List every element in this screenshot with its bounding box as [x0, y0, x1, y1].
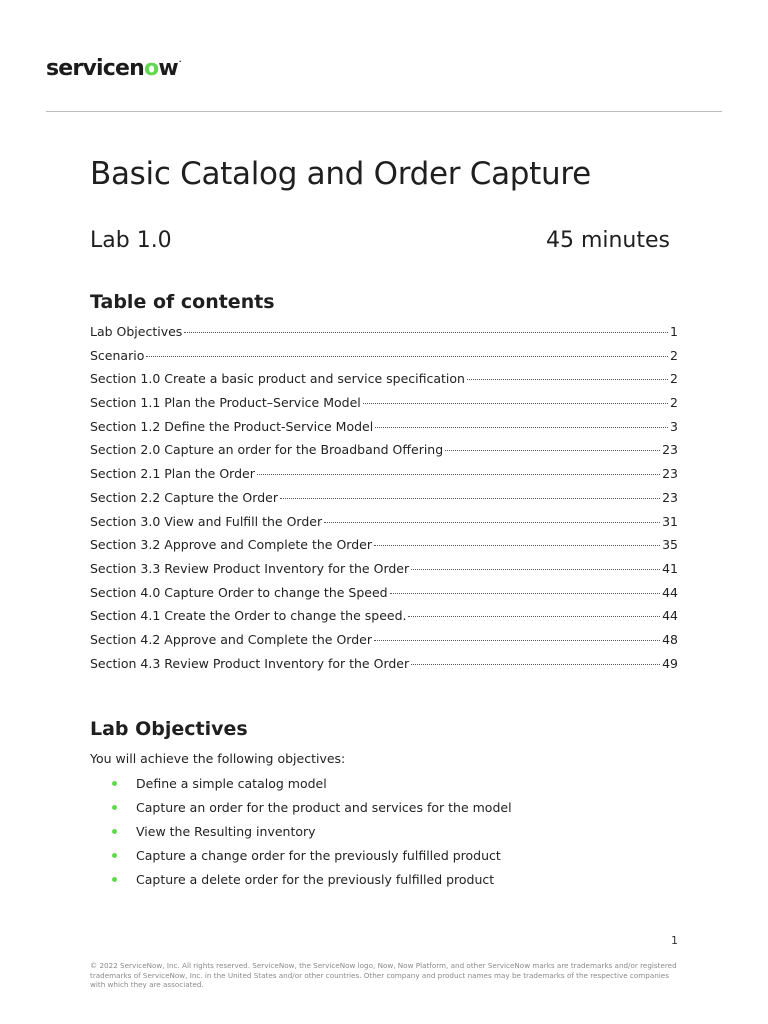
toc-entry-label: Section 2.1 Plan the Order — [90, 466, 255, 482]
toc-entry-page: 49 — [662, 655, 678, 671]
page-number: 1 — [671, 934, 678, 947]
lab-duration: 45 minutes — [545, 228, 670, 253]
logo-text-end: w — [158, 56, 178, 81]
toc-dot-leader — [375, 427, 668, 428]
document-title: Basic Catalog and Order Capture — [90, 156, 591, 192]
copyright-footer: © 2022 ServiceNow, Inc. All rights reserved. ServiceNow, the ServiceNow logo, Now, Now Platform, and other ServiceNow marks are trademarks and/or registered trademarks of ServiceNow, Inc. in the United States and/or other countries. Other company and product names may be trademarks of the respective companies with which they are associated. — [90, 961, 677, 989]
toc-dot-leader — [184, 332, 668, 333]
toc-dot-leader — [467, 379, 668, 380]
objectives-list — [112, 771, 512, 891]
bullet-icon — [112, 829, 117, 834]
toc-entry-page: 23 — [662, 442, 678, 458]
toc-entry[interactable] — [90, 537, 678, 561]
toc-entry[interactable] — [90, 324, 678, 348]
objective-text: View the Resulting inventory — [136, 823, 316, 839]
toc-entry[interactable] — [90, 585, 678, 609]
toc-entry-label: Section 4.3 Review Product Inventory for the Order — [90, 655, 410, 671]
objectives-heading: Lab Objectives — [90, 718, 248, 740]
toc-entry[interactable] — [90, 656, 678, 680]
toc-entry-label: Scenario — [90, 347, 145, 363]
header-divider — [46, 111, 722, 112]
toc-dot-leader — [411, 569, 660, 570]
objectives-intro: You will achieve the following objectives: — [90, 751, 346, 766]
toc-entry-page: 2 — [670, 395, 678, 411]
toc-entry-label: Section 4.1 Create the Order to change the speed. — [90, 608, 407, 624]
toc-entry-page: 2 — [670, 371, 678, 387]
lab-info-row — [90, 228, 670, 253]
objective-item — [112, 867, 512, 891]
toc-entry-label: Section 3.3 Review Product Inventory for the Order — [90, 560, 410, 576]
bullet-icon — [112, 853, 117, 858]
toc-dot-leader — [146, 356, 668, 357]
toc-dot-leader — [408, 616, 660, 617]
objective-item — [112, 771, 512, 795]
toc-entry[interactable] — [90, 608, 678, 632]
bullet-icon — [112, 805, 117, 810]
toc-entry-page: 48 — [662, 631, 678, 647]
toc-entry-page: 1 — [670, 324, 678, 339]
toc-dot-leader — [445, 450, 660, 451]
toc-dot-leader — [390, 593, 660, 594]
toc-entry-label: Section 1.2 Define the Product-Service Model — [90, 418, 374, 434]
objective-text: Define a simple catalog model — [136, 775, 327, 791]
toc-entry[interactable] — [90, 371, 678, 395]
toc-dot-leader — [257, 474, 660, 475]
toc-entry-page: 23 — [662, 466, 678, 482]
toc-entry-page: 35 — [662, 537, 678, 553]
objective-item — [112, 819, 512, 843]
toc-entry-label: Section 4.0 Capture Order to change the Speed — [90, 584, 388, 600]
objective-item — [112, 795, 512, 819]
servicenow-logo — [46, 56, 181, 81]
toc-entry[interactable] — [90, 561, 678, 585]
toc-entry-page: 31 — [662, 513, 678, 529]
toc-entry-label: Section 3.0 View and Fulfill the Order — [90, 513, 323, 529]
toc-entry-label: Section 4.2 Approve and Complete the Order — [90, 631, 372, 647]
toc-entry[interactable] — [90, 514, 678, 538]
toc-entry[interactable] — [90, 466, 678, 490]
toc-entry-label: Section 1.0 Create a basic product and service specification — [90, 371, 465, 387]
toc-dot-leader — [324, 522, 660, 523]
toc-entry-page: 44 — [662, 584, 678, 600]
toc-dot-leader — [363, 403, 668, 404]
toc-entry-page: 3 — [670, 418, 678, 434]
bullet-icon — [112, 877, 117, 882]
lab-name: Lab 1.0 — [90, 228, 172, 253]
toc-entry-label: Lab Objectives — [90, 324, 183, 339]
toc-entry[interactable] — [90, 490, 678, 514]
logo-o-mark: o — [143, 56, 159, 81]
toc-entry[interactable] — [90, 632, 678, 656]
table-of-contents — [90, 324, 678, 679]
toc-entry-label: Section 1.1 Plan the Product–Service Model — [90, 395, 361, 411]
toc-dot-leader — [411, 664, 660, 665]
objective-text: Capture a delete order for the previously fulfilled product — [136, 871, 495, 887]
toc-entry-label: Section 3.2 Approve and Complete the Order — [90, 537, 372, 553]
toc-entry-page: 41 — [662, 560, 678, 576]
toc-entry-label: Section 2.0 Capture an order for the Broadband Offering — [90, 442, 444, 458]
toc-entry[interactable] — [90, 419, 678, 443]
toc-dot-leader — [374, 545, 660, 546]
objective-text: Capture a change order for the previously fulfilled product — [136, 847, 501, 863]
toc-entry[interactable] — [90, 395, 678, 419]
toc-heading: Table of contents — [90, 291, 275, 313]
toc-entry-page: 44 — [662, 608, 678, 624]
toc-entry[interactable] — [90, 348, 678, 372]
toc-entry-page: 2 — [670, 347, 678, 363]
toc-entry-label: Section 2.2 Capture the Order — [90, 489, 278, 505]
bullet-icon — [112, 781, 117, 786]
logo-registered-mark: . — [178, 56, 181, 64]
toc-dot-leader — [374, 640, 660, 641]
toc-entry[interactable] — [90, 442, 678, 466]
logo-text-start: servicen — [46, 56, 144, 81]
toc-entry-page: 23 — [662, 489, 678, 505]
objective-text: Capture an order for the product and services for the model — [136, 799, 512, 815]
toc-dot-leader — [280, 498, 660, 499]
objective-item — [112, 843, 512, 867]
